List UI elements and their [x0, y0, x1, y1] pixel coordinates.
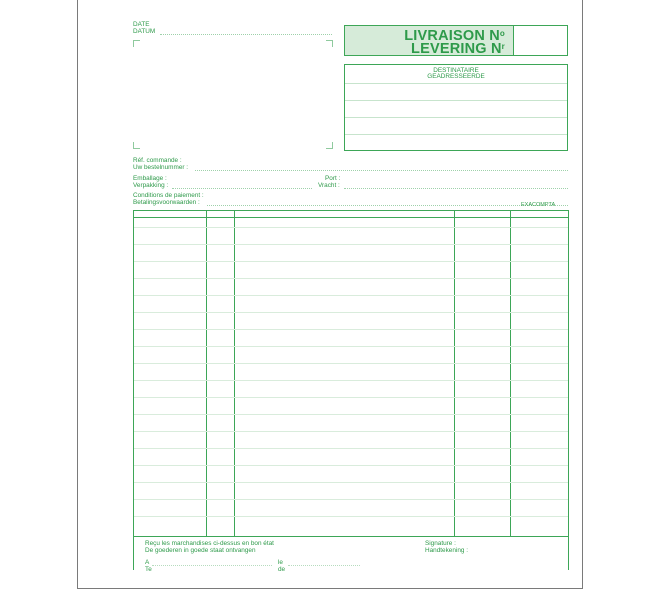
recipient-line	[345, 134, 567, 135]
table-row[interactable]	[134, 499, 568, 500]
table-row[interactable]	[134, 516, 568, 517]
items-table[interactable]	[133, 210, 569, 537]
port-label-nl: Vracht :	[318, 182, 340, 189]
date-label-nl: DATUM	[133, 28, 156, 35]
received-label-fr: Reçu les marchandises ci-dessus en bon état	[145, 540, 274, 547]
address-window-corner	[133, 142, 140, 149]
table-row[interactable]	[134, 346, 568, 347]
recipient-label-nl: GEADRESSEERDE	[427, 73, 485, 80]
packaging-label-fr: Emballage :	[133, 175, 167, 182]
place-label-nl: Te	[145, 566, 152, 573]
signature-label-nl: Handtekening :	[425, 547, 468, 554]
table-row[interactable]	[134, 295, 568, 296]
recipient-line	[345, 117, 567, 118]
date-on-line[interactable]	[288, 565, 360, 566]
order-ref-label-fr: Réf. commande :	[133, 157, 182, 164]
signature-label-fr: Signature :	[425, 540, 456, 547]
received-label-nl: De goederen in goede staat ontvangen	[145, 547, 256, 554]
recipient-line	[345, 83, 567, 84]
table-column-divider	[454, 211, 455, 536]
place-label-fr: A	[145, 559, 150, 566]
port-label-fr: Port :	[325, 175, 341, 182]
packaging-line[interactable]	[172, 188, 312, 189]
payment-label-fr: Conditions de paiement :	[133, 192, 204, 199]
date-label-fr: DATE	[133, 21, 150, 28]
footer-right-border	[568, 537, 569, 570]
order-ref-label-nl: Uw bestelnummer :	[133, 164, 189, 171]
recipient-line	[345, 100, 567, 101]
recipient-label-fr: DESTINATAIRE	[433, 67, 479, 74]
recipient-box[interactable]	[344, 64, 568, 151]
table-row[interactable]	[134, 363, 568, 364]
title-nl: LEVERING $N^r$	[411, 41, 505, 57]
table-row[interactable]	[134, 312, 568, 313]
place-line[interactable]	[152, 565, 272, 566]
table-row[interactable]	[134, 431, 568, 432]
table-row[interactable]	[134, 414, 568, 415]
table-column-divider	[510, 211, 511, 536]
table-row[interactable]	[134, 482, 568, 483]
footer-left-border	[133, 537, 134, 570]
document-title-box	[344, 25, 568, 56]
table-row[interactable]	[134, 329, 568, 330]
table-row[interactable]	[134, 261, 568, 262]
address-window-corner	[326, 40, 333, 47]
order-ref-line[interactable]	[195, 170, 568, 171]
payment-label-nl: Betalingsvoorwaarden :	[133, 199, 200, 206]
table-row[interactable]	[134, 227, 568, 228]
date-on-label-fr: le	[278, 559, 283, 566]
table-column-divider	[234, 211, 235, 536]
title-fr: LIVRAISON $N^o$	[404, 28, 505, 44]
brand-label: EXACOMPTA	[521, 202, 556, 208]
table-row[interactable]	[134, 278, 568, 279]
address-window-corner	[133, 40, 140, 47]
port-line[interactable]	[344, 188, 568, 189]
date-on-label-nl: de	[278, 566, 286, 573]
address-window-corner	[326, 142, 333, 149]
table-row[interactable]	[134, 244, 568, 245]
table-row[interactable]	[134, 380, 568, 381]
table-column-divider	[206, 211, 207, 536]
payment-line[interactable]	[207, 205, 568, 206]
date-line[interactable]	[160, 34, 332, 35]
table-row[interactable]	[134, 448, 568, 449]
table-row[interactable]	[134, 397, 568, 398]
table-header-line	[134, 217, 568, 218]
table-row[interactable]	[134, 465, 568, 466]
packaging-label-nl: Verpakking :	[133, 182, 169, 189]
